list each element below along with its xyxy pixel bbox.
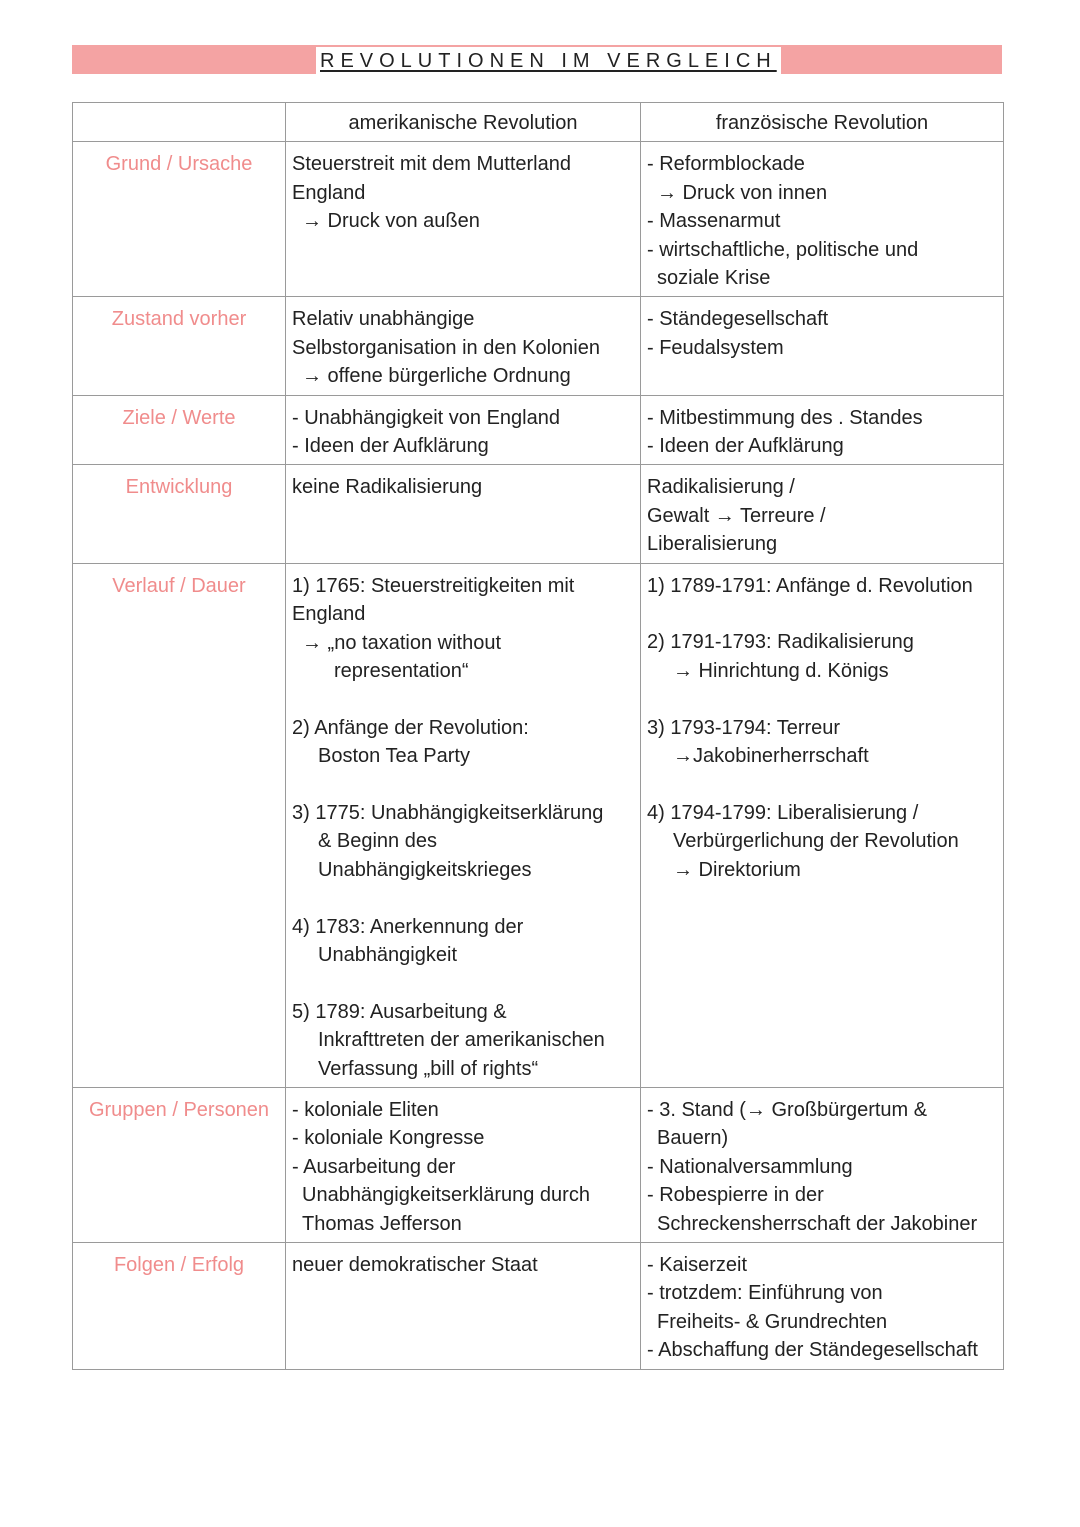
cell-line: Boston Tea Party bbox=[318, 745, 470, 768]
cell-line: - Ideen der Aufklärung bbox=[292, 435, 489, 458]
cell-line: 4) 1794-1799: Liberalisierung / bbox=[647, 801, 919, 824]
cell-line: → Direktorium bbox=[673, 858, 801, 881]
row-label: Grund / Ursache bbox=[73, 142, 286, 297]
table-row bbox=[73, 297, 1004, 395]
cell-line: 2) Anfänge der Revolution: bbox=[292, 716, 529, 739]
cell-line: - Robespierre in der bbox=[647, 1184, 824, 1207]
french-cell bbox=[641, 395, 1004, 465]
cell-gap bbox=[292, 771, 634, 799]
cell-line: → „no taxation without bbox=[302, 631, 501, 654]
header-french: französische Revolution bbox=[641, 103, 1004, 142]
cell-line: - Ausarbeitung der bbox=[292, 1155, 456, 1178]
row-label: Zustand vorher bbox=[73, 297, 286, 395]
cell-line: England bbox=[292, 603, 366, 626]
table-row bbox=[73, 142, 1004, 297]
american-cell bbox=[286, 563, 641, 1087]
cell-line: neuer demokratischer Staat bbox=[292, 1253, 538, 1276]
cell-line: 3) 1793-1794: Terreur bbox=[647, 716, 841, 739]
cell-line: - 3. Stand (→ Großbürgertum & bbox=[647, 1098, 928, 1121]
cell-line: Bauern) bbox=[657, 1127, 729, 1150]
american-cell bbox=[286, 142, 641, 297]
cell-line: - Abschaffung der Ständegesellschaft bbox=[647, 1339, 978, 1362]
table-row bbox=[73, 563, 1004, 1087]
cell-line: Unabhängigkeitskrieges bbox=[318, 858, 532, 881]
cell-line: - Reformblockade bbox=[647, 153, 805, 176]
cell-line: 1) 1765: Steuerstreitigkeiten mit bbox=[292, 574, 575, 597]
table-row bbox=[73, 1087, 1004, 1242]
cell-line: Steuerstreit mit dem Mutterland bbox=[292, 153, 571, 176]
cell-line: → offene bürgerliche Ordnung bbox=[302, 365, 571, 388]
cell-gap bbox=[647, 771, 997, 799]
row-label: Ziele / Werte bbox=[73, 395, 286, 465]
page-title: REVOLUTIONEN IM VERGLEICH bbox=[316, 47, 781, 75]
table-row bbox=[73, 395, 1004, 465]
cell-line: - Mitbestimmung des . Standes bbox=[647, 406, 923, 429]
cell-line: 1) 1789-1791: Anfänge d. Revolution bbox=[647, 574, 973, 597]
cell-gap bbox=[292, 685, 634, 713]
cell-line: - koloniale Eliten bbox=[292, 1098, 439, 1121]
cell-line: Relativ unabhängige bbox=[292, 308, 475, 331]
cell-line: representation“ bbox=[334, 659, 469, 682]
cell-line: - Unabhängigkeit von England bbox=[292, 406, 560, 429]
cell-line: 3) 1775: Unabhängigkeitserklärung bbox=[292, 801, 604, 824]
cell-line: Freiheits- & Grundrechten bbox=[657, 1310, 888, 1333]
cell-line: →Jakobinerherrschaft bbox=[673, 745, 869, 768]
cell-line: - Ideen der Aufklärung bbox=[647, 435, 844, 458]
american-cell bbox=[286, 1087, 641, 1242]
table-header-row bbox=[73, 103, 1004, 142]
cell-line: soziale Krise bbox=[657, 267, 771, 290]
american-cell bbox=[286, 1242, 641, 1369]
cell-line: Selbstorganisation in den Kolonien bbox=[292, 336, 600, 359]
french-cell bbox=[641, 297, 1004, 395]
cell-line: - Massenarmut bbox=[647, 210, 781, 233]
cell-gap bbox=[292, 969, 634, 997]
row-label: Entwicklung bbox=[73, 465, 286, 563]
french-cell bbox=[641, 1087, 1004, 1242]
cell-line: Radikalisierung / bbox=[647, 476, 795, 499]
cell-line: - Ständegesellschaft bbox=[647, 308, 829, 331]
cell-gap bbox=[292, 884, 634, 912]
cell-line: → Druck von außen bbox=[302, 210, 480, 233]
cell-line: & Beginn des bbox=[318, 830, 437, 853]
row-label: Gruppen / Personen bbox=[73, 1087, 286, 1242]
comparison-table bbox=[72, 102, 1004, 1370]
row-label: Folgen / Erfolg bbox=[73, 1242, 286, 1369]
french-cell bbox=[641, 142, 1004, 297]
cell-line: 2) 1791-1793: Radikalisierung bbox=[647, 631, 914, 654]
american-cell bbox=[286, 297, 641, 395]
cell-gap bbox=[647, 600, 997, 628]
cell-line: - Feudalsystem bbox=[647, 336, 784, 359]
french-cell bbox=[641, 563, 1004, 1087]
header-empty bbox=[73, 103, 286, 142]
cell-line: - Nationalversammlung bbox=[647, 1155, 853, 1178]
cell-line: Inkrafttreten der amerikanischen bbox=[318, 1029, 605, 1052]
cell-line: Schreckensherrschaft der Jakobiner bbox=[657, 1212, 978, 1235]
table-row bbox=[73, 465, 1004, 563]
row-label: Verlauf / Dauer bbox=[73, 563, 286, 1087]
cell-line: Liberalisierung bbox=[647, 533, 778, 556]
american-cell bbox=[286, 465, 641, 563]
cell-line: → Hinrichtung d. Königs bbox=[673, 659, 889, 682]
cell-line: 4) 1783: Anerkennung der bbox=[292, 915, 524, 938]
cell-line: England bbox=[292, 181, 366, 204]
cell-line: Unabhängigkeit bbox=[318, 943, 457, 966]
table-row bbox=[73, 1242, 1004, 1369]
french-cell bbox=[641, 1242, 1004, 1369]
cell-line: Unabhängigkeitserklärung durch bbox=[302, 1184, 590, 1207]
french-cell bbox=[641, 465, 1004, 563]
cell-line: keine Radikalisierung bbox=[292, 476, 483, 499]
cell-line: - wirtschaftliche, politische und bbox=[647, 238, 919, 261]
cell-line: Verbürgerlichung der Revolution bbox=[673, 830, 959, 853]
cell-line: Verfassung „bill of rights“ bbox=[318, 1057, 539, 1080]
cell-line: - Kaiserzeit bbox=[647, 1253, 748, 1276]
american-cell bbox=[286, 395, 641, 465]
cell-line: → Druck von innen bbox=[657, 181, 828, 204]
header-american: amerikanische Revolution bbox=[286, 103, 641, 142]
cell-line: 5) 1789: Ausarbeitung & bbox=[292, 1000, 507, 1023]
cell-line: Gewalt → Terreure / bbox=[647, 504, 826, 527]
cell-gap bbox=[647, 685, 997, 713]
cell-line: - trotzdem: Einführung von bbox=[647, 1282, 883, 1305]
cell-line: Thomas Jefferson bbox=[302, 1212, 462, 1235]
cell-line: - koloniale Kongresse bbox=[292, 1127, 485, 1150]
